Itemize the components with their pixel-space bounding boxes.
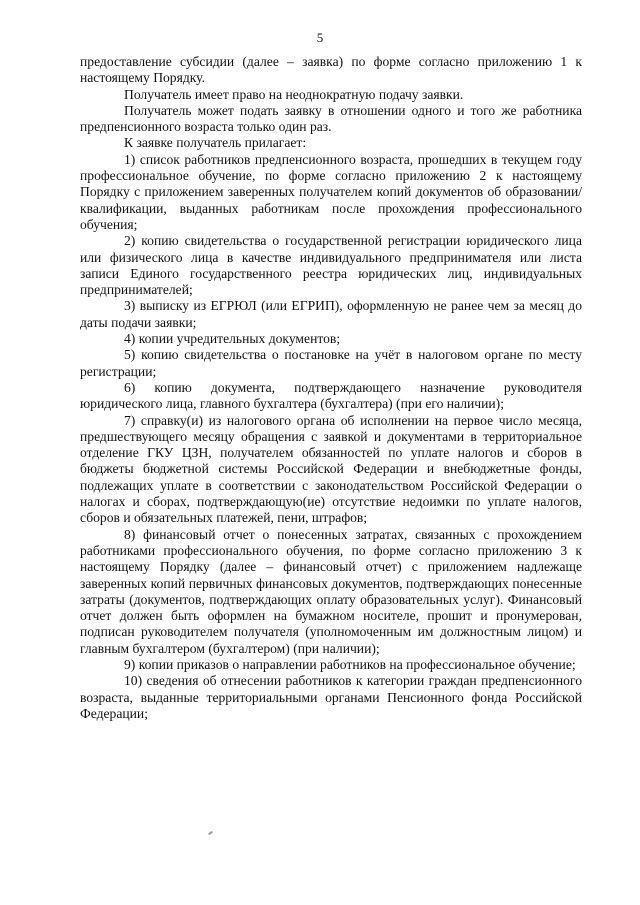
list-item-10: 10) сведения об отнесении работников к категории граждан предпенсионного возраста, выданные территориальными органами Пенсионного фонда Российской Федерации; (80, 673, 582, 721)
list-item-9: 9) копии приказов о направлении работников на профессиональное обучение; (124, 656, 576, 672)
list-item-3: 3) выписку из ЕГРЮЛ (или ЕГРИП), оформленную не ранее чем за месяц до даты подачи заявки; (80, 298, 582, 330)
paragraph-attachments-intro: К заявке получатель прилагает: (124, 135, 307, 151)
list-item-5: 5) копию свидетельства о постановке на учёт в налоговом органе по месту регистрации; (80, 347, 582, 379)
list-item-1: 1) список работников предпенсионного возраста, прошедших в текущем году профессиональное обучение, по форме согласно приложению 2 к настоящему Порядку с приложением заверенных получателем копий документов об образовании/квалификации, выданных работникам после прохождения профессионального обучения; (80, 151, 582, 232)
scan-speck (208, 831, 213, 836)
paragraph-repeat-application: Получатель имеет право на неоднократную подачу заявки. (124, 86, 464, 102)
list-item-6: 6) копию документа, подтверждающего назначение руководителя юридического лица, главного бухгалтера (бухгалтера) (при его наличии); (80, 379, 582, 412)
page-number: 5 (316, 30, 324, 45)
list-item-4: 4) копии учредительных документов; (124, 331, 341, 347)
list-item-8: 8) финансовый отчет о понесенных затратах, связанных с прохождением работниками профессионального обучения, по форме согласно приложению 3 к настоящему Порядку (далее – финансовый отчет) с приложением надлежаще заверенных копий первичных финансовых документов, подтверждающих понесенные затраты (документов, подтверждающих оплату образовательных услуг). Финансовый отчет должен быть оформлен на бумажном носителе, прошит и пронумерован, подписан руководителем получателя (уполномоченным им должностным лицом) и главным бухгалтером (бухгалтером) (при наличии); (80, 526, 582, 656)
paragraph-single-application: Получатель может подать заявку в отношении одного и того же работника предпенсионного возраста только один раз. (80, 102, 582, 135)
paragraph-continuation: предоставление субсидии (далее – заявка) по форме согласно приложению 1 к настоящему Порядку. (80, 54, 582, 86)
document-body (80, 54, 582, 722)
list-item-7: 7) справку(и) из налогового органа об исполнении на первое число месяца, предшествующего месяцу обращения с заявкой и документами в территориальное отделение ГКУ ЦЗН, получателем обязанностей по уплате налогов и сборов в бюджеты бюджетной системы Российской Федерации и внебюджетные фонды, подлежащих уплате в соответствии с законодательством Российской Федерации о налогах и сборах, подтверждающую(ие) отсутствие недоимки по уплате налогов, сборов и обязательных платежей, пени, штрафов; (80, 412, 582, 526)
list-item-2: 2) копию свидетельства о государственной регистрации юридического лица или физического лица в качестве индивидуального предпринимателя или листа записи Единого государственного реестра юридических лиц, индивидуальных предпринимателей; (80, 233, 582, 298)
